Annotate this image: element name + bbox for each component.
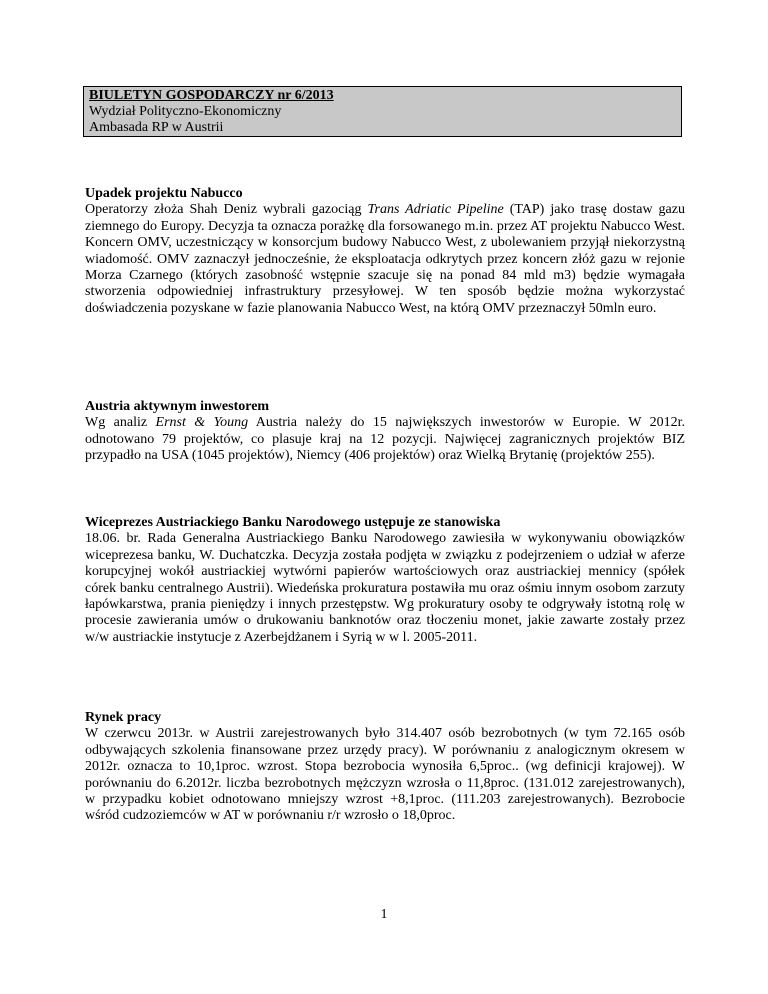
article-labour-market xyxy=(85,710,685,825)
article-body xyxy=(85,415,685,464)
article-nabucco xyxy=(85,186,685,317)
page-number: 1 xyxy=(380,907,388,922)
article-body-emphasis: Ernst & Young xyxy=(155,415,249,431)
article-body-emphasis: Trans Adriatic Pipeline xyxy=(367,202,504,218)
bulletin-title: BIULETYN GOSPODARCZY nr 6/2013 xyxy=(89,88,334,103)
article-title: Wiceprezes Austriackiego Banku Narodowego ustępuje ze stanowiska xyxy=(85,515,501,530)
article-body: 18.06. br. Rada Generalna Austriackiego Banku Narodowego zawiesiła w wykonywaniu obowiązków wiceprezesa banku, W. Duchatczka. Decyzja została podjęta w związku z podejrzeniem o udział w aferze korupcyjnej wokół austriackiej wytwórni papierów wartościowych oraz austriackiej mennicy (spółek córek banku centralnego Austrii). Wiedeńska prokuratura postawiła mu oraz ośmiu innym osobom zarzuty łapówkarstwa, prania pieniędzy i innych przestępstw. Wg prokuratury osoby te odgrywały istotną rolę w procesie zawierania umów o drukowaniu banknotów oraz tłoczeniu monet, jakie zawarte zostały przez w/w austriackie instytucje z Azerbejdżanem i Syrią w w l. 2005-2011. xyxy=(85,531,685,645)
bulletin-header xyxy=(83,86,682,137)
article-central-bank xyxy=(85,515,685,646)
article-title: Rynek pracy xyxy=(85,710,162,725)
article-title: Austria aktywnym inwestorem xyxy=(85,399,270,414)
article-body: W czerwcu 2013r. w Austrii zarejestrowanych było 314.407 osób bezrobotnych (w tym 72.165 osób odbywających szkolenia finansowane przez urzędy pracy). W porównaniu z analogicznym okresem w 2012r. oznacza to 10,1proc. wzrost. Stopa bezrobocia wynosiła 6,5proc.. (wg definicji krajowej). W porównaniu do 6.2012r. liczba bezrobotnych mężczyzn wzrosła o 11,8proc. (131.012 zarejestrowanych), w przypadku kobiet odnotowano mniejszy wzrost +8,1proc. (111.203 zarejestrowanych). Bezrobocie wśród cudzoziemców w AT w porównaniu r/r wzrosło o 18,0proc. xyxy=(85,726,685,824)
article-body-text: Austria należy do 15 największych inwestorów w Europie. W 2012r. odnotowano 79 projektów, co plasuje kraj na 12 pozycji. Najwięcej zagranicznych projektów BIZ przypadło na USA (1045 projektów), Niemcy (406 projektów) oraz Wielką Brytanię (projektów 255). xyxy=(85,415,686,464)
article-title: Upadek projektu Nabucco xyxy=(85,186,243,201)
department-name: Wydział Polityczno-Ekonomiczny xyxy=(89,104,282,119)
article-body-text: (TAP) jako trasę dostaw gazu ziemnego do Europy. Decyzja ta oznacza porażkę dla forsowanego m.in. przez AT projektu Nabucco West. Koncern OMV, uczestniczący w konsorcjum budowy Nabucco West, z ubolewaniem przyjął niekorzystną wiadomość. OMV zaznaczył jednocześnie, że eksploatacja odkrytych przez koncern złóż gazu w rejonie Morza Czarnego (których zasobność wstępnie szacuje się na ponad 84 mld m3) będzie wymagała stworzenia odpowiedniej infrastruktury przesyłowej. W ten sposób będzie można wykorzystać doświadczenia pozyskane w fazie planowania Nabucco West, na którą OMV przeznaczył 50mln euro. xyxy=(85,202,685,316)
article-body xyxy=(85,202,685,317)
article-investor xyxy=(85,399,685,465)
embassy-name: Ambasada RP w Austrii xyxy=(89,120,224,135)
article-body-text: Operatorzy złoża Shah Deniz wybrali gazociąg xyxy=(85,202,368,218)
article-body-text: Wg analiz xyxy=(85,415,156,431)
